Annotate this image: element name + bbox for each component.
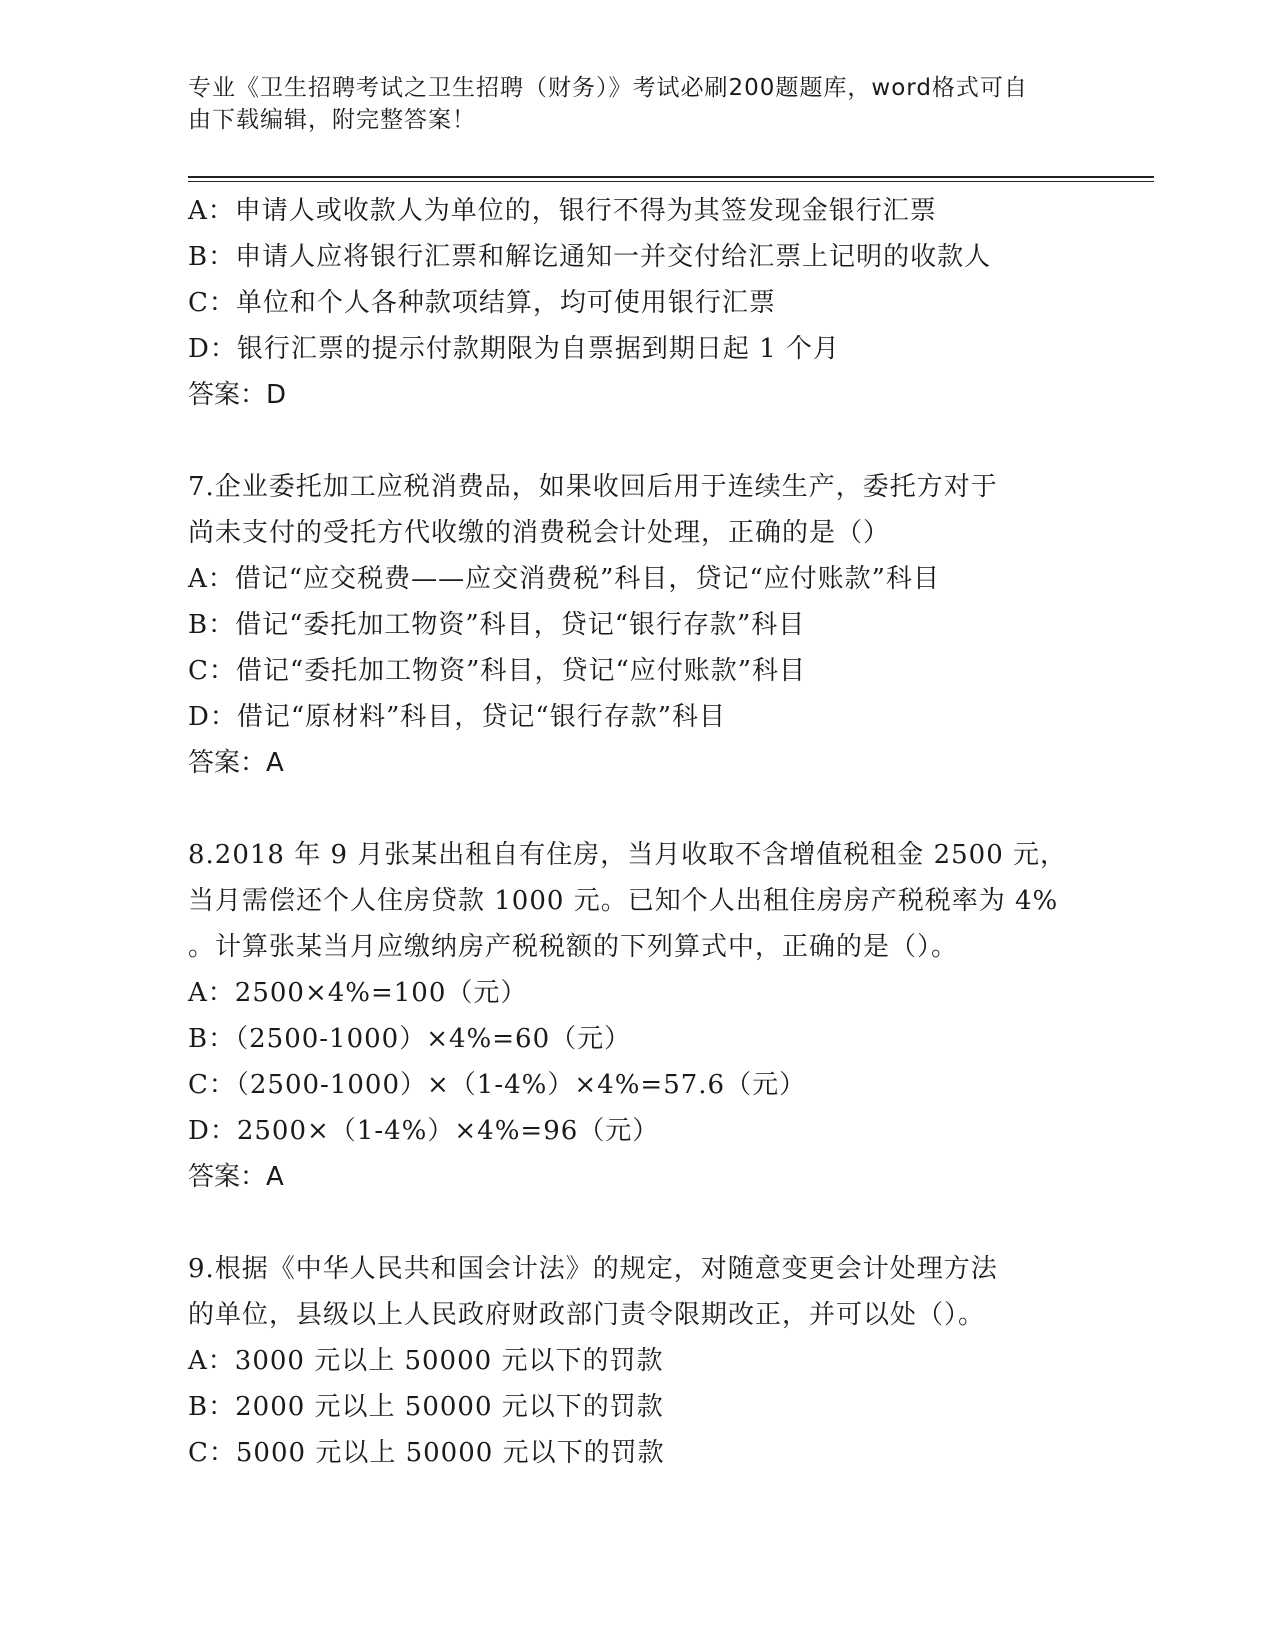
q6-answer: 答案：D [188,380,287,410]
q9-option-c: C：5000 元以上 50000 元以下的罚款 [188,1438,665,1468]
q8-answer: 答案：A [188,1162,284,1192]
q6-option-c: C：单位和个人各种款项结算，均可使用银行汇票 [188,288,776,318]
q7-answer: 答案：A [188,748,284,778]
q7-option-c: C：借记“委托加工物资”科目，贷记“应付账款”科目 [188,656,807,686]
q9-stem-line-2: 的单位，县级以上人民政府财政部门责令限期改正，并可以处（）。 [188,1300,986,1330]
q7-option-a: A：借记“应交税费——应交消费税”科目，贷记“应付账款”科目 [188,564,940,594]
question-9 [188,1246,1088,1476]
q9-option-a: A：3000 元以上 50000 元以下的罚款 [188,1346,664,1376]
q7-stem-line-2: 尚未支付的受托方代收缴的消费税会计处理，正确的是（） [188,518,891,548]
spacer [188,786,1088,832]
document-header [188,72,1088,136]
header-divider-thick [188,176,1154,178]
spacer [188,418,1088,464]
q8-stem-line-3: 。计算张某当月应缴纳房产税税额的下列算式中，正确的是（）。 [188,932,959,962]
q6-option-b: B：申请人应将银行汇票和解讫通知一并交付给汇票上记明的收款人 [188,242,992,272]
q8-option-b: B：（2500-1000）×4%=60（元） [188,1024,632,1054]
question-7 [188,464,1088,786]
q8-stem-line-2: 当月需偿还个人住房贷款 1000 元。已知个人出租住房房产税税率为 4% [188,886,1059,916]
spacer [188,1200,1088,1246]
q8-option-c: C：（2500-1000）×（1-4%）×4%=57.6（元） [188,1070,807,1100]
header-divider-thin [188,181,1154,182]
q8-stem-line-1: 8.2018 年 9 月张某出租自有住房，当月收取不含增值税租金 2500 元， [188,840,1068,870]
q9-option-b: B：2000 元以上 50000 元以下的罚款 [188,1392,664,1422]
q7-option-d: D：借记“原材料”科目，贷记“银行存款”科目 [188,702,727,732]
q6-option-a: A：申请人或收款人为单位的，银行不得为其签发现金银行汇票 [188,196,937,226]
q7-stem-line-1: 7.企业委托加工应税消费品，如果收回后用于连续生产，委托方对于 [188,472,998,502]
question-list [188,188,1088,1476]
q9-stem-line-1: 9.根据《中华人民共和国会计法》的规定，对随意变更会计处理方法 [188,1254,998,1284]
question-6 [188,188,1088,418]
header-line-2: 由下载编辑，附完整答案！ [188,107,476,133]
header-line-1: 专业《卫生招聘考试之卫生招聘（财务）》考试必刷200题题库，word格式可自 [188,75,1028,101]
q8-option-a: A：2500×4%=100（元） [188,978,528,1008]
question-8 [188,832,1088,1200]
q6-option-d: D：银行汇票的提示付款期限为自票据到期日起 1 个月 [188,334,840,364]
q7-option-b: B：借记“委托加工物资”科目，贷记“银行存款”科目 [188,610,806,640]
q8-option-d: D：2500×（1-4%）×4%=96（元） [188,1116,660,1146]
